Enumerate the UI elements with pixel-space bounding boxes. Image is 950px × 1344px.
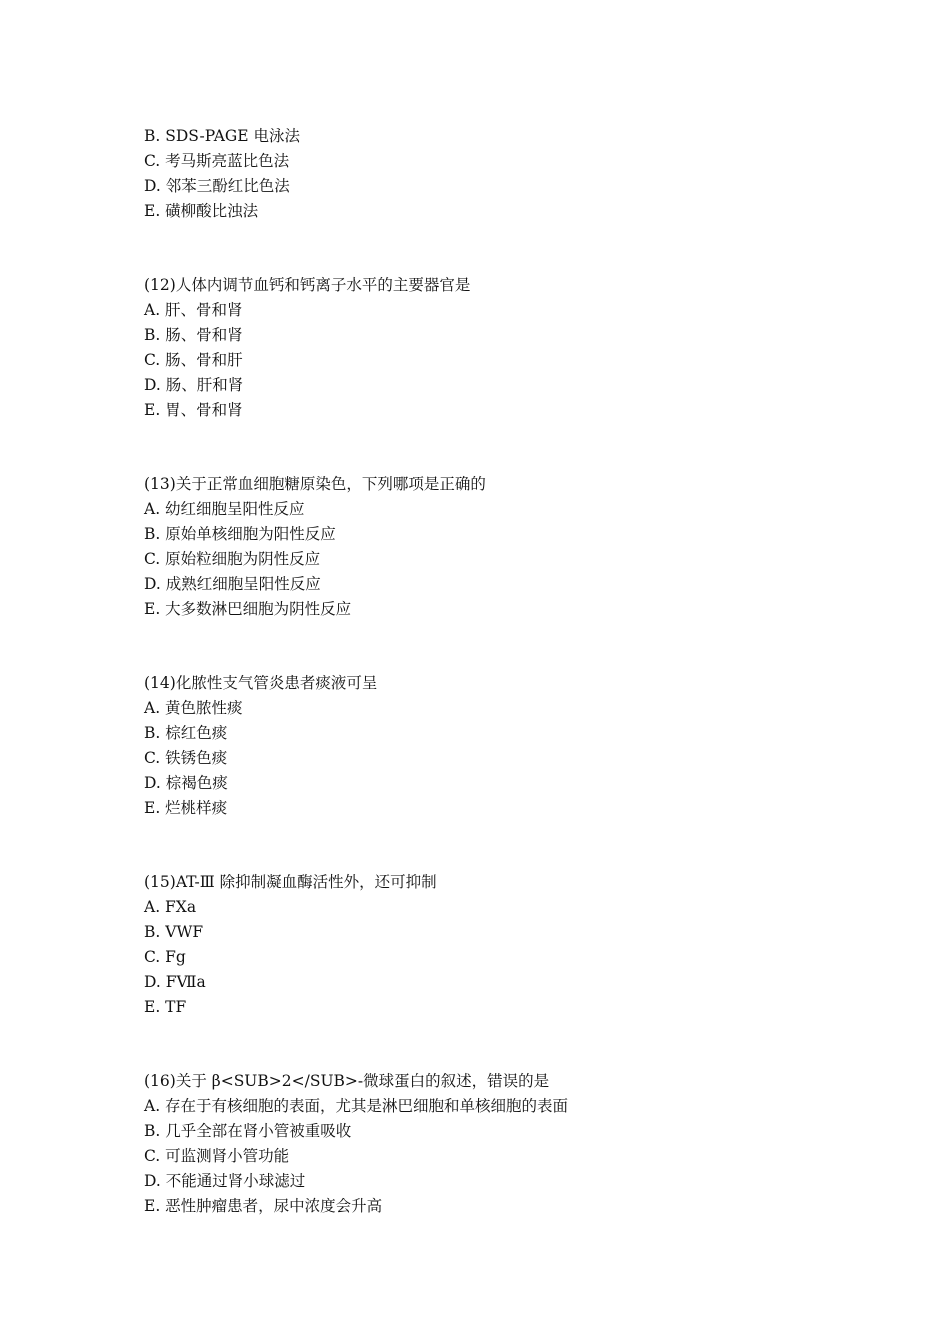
option-e: E. 恶性肿瘤患者，尿中浓度会升高 (144, 1197, 383, 1215)
option-d: D. 不能通过肾小球滤过 (144, 1172, 306, 1190)
option-b: B. 棕红色痰 (144, 724, 228, 742)
question-block-12 (144, 273, 864, 423)
option-c: C. 可监测肾小管功能 (144, 1147, 290, 1165)
question-block-13 (144, 472, 864, 622)
option-e: E. TF (144, 998, 187, 1016)
question-text: (12)人体内调节血钙和钙离子水平的主要器官是 (144, 276, 471, 294)
option-d: D. 成熟红细胞呈阳性反应 (144, 575, 321, 593)
option-b: B. 几乎全部在肾小管被重吸收 (144, 1122, 352, 1140)
option-a: A. FXa (144, 898, 197, 916)
question-block-14 (144, 671, 864, 821)
option-d: D. 肠、肝和肾 (144, 376, 244, 394)
option-a: A. 存在于有核细胞的表面，尤其是淋巴细胞和单核细胞的表面 (144, 1097, 569, 1115)
option-e: E. 磺柳酸比浊法 (144, 202, 259, 220)
option-c: C. 考马斯亮蓝比色法 (144, 152, 290, 170)
option-c: C. 铁锈色痰 (144, 749, 228, 767)
option-b: B. SDS-PAGE 电泳法 (144, 127, 301, 145)
option-a: A. 肝、骨和肾 (144, 301, 243, 319)
question-block-16 (144, 1069, 864, 1219)
option-c: C. 原始粒细胞为阴性反应 (144, 550, 321, 568)
option-a: A. 幼红细胞呈阳性反应 (144, 500, 305, 518)
question-block-11-continued (144, 124, 864, 224)
question-text: (16)关于 β<SUB>2</SUB>-微球蛋白的叙述，错误的是 (144, 1072, 550, 1090)
question-text: (13)关于正常血细胞糖原染色，下列哪项是正确的 (144, 475, 486, 493)
option-e: E. 烂桃样痰 (144, 799, 228, 817)
question-block-15 (144, 870, 864, 1020)
option-b: B. 原始单核细胞为阳性反应 (144, 525, 336, 543)
option-d: D. 棕褐色痰 (144, 774, 228, 792)
option-b: B. 肠、骨和肾 (144, 326, 243, 344)
option-d: D. FⅦa (144, 973, 206, 991)
option-c: C. 肠、骨和肝 (144, 351, 243, 369)
document-page (144, 124, 864, 1268)
option-a: A. 黄色脓性痰 (144, 699, 243, 717)
question-text: (14)化脓性支气管炎患者痰液可呈 (144, 674, 378, 692)
option-e: E. 大多数淋巴细胞为阴性反应 (144, 600, 352, 618)
option-b: B. VWF (144, 923, 204, 941)
option-e: E. 胃、骨和肾 (144, 401, 243, 419)
option-c: C. Fg (144, 948, 186, 966)
question-text: (15)AT-Ⅲ 除抑制凝血酶活性外，还可抑制 (144, 873, 437, 891)
option-d: D. 邻苯三酚红比色法 (144, 177, 290, 195)
